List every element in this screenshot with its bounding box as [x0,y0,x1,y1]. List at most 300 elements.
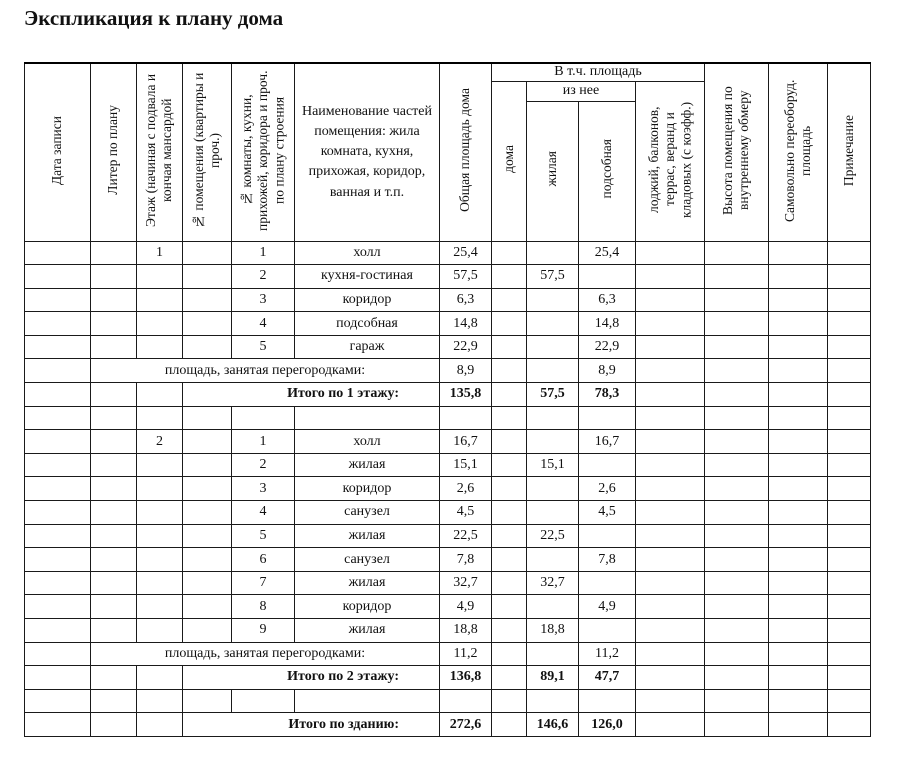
empty-cell [295,406,440,430]
cell-note [828,359,871,383]
empty-row [25,689,871,713]
cell-house [492,288,527,312]
cell-total-area: 2,6 [440,477,492,501]
cell-floor: 1 [137,241,183,265]
cell-height [705,359,769,383]
cell-unauthorized [769,288,828,312]
cell-floor [137,666,183,690]
total-label: Итого по 2 этажу: [183,666,440,690]
table-row [25,241,871,265]
cell-unauthorized [769,642,828,666]
cell-premise [183,430,232,454]
cell-total-area: 22,9 [440,335,492,359]
cell-living [527,548,579,572]
cell-date [25,241,91,265]
table-row [25,595,871,619]
cell-liter [91,288,137,312]
cell-height [705,265,769,289]
table-row [25,524,871,548]
cell-floor [137,335,183,359]
cell-unauthorized [769,477,828,501]
cell-auxiliary [579,453,636,477]
cell-loggia [636,312,705,336]
cell-height [705,430,769,454]
header-floor: Этаж (начиная с подвала и кончая мансардой [137,63,183,241]
cell-part-name: санузел [295,548,440,572]
cell-living: 18,8 [527,619,579,643]
empty-cell [440,689,492,713]
cell-floor [137,548,183,572]
cell-liter [91,571,137,595]
header-living: жилая [527,101,579,241]
cell-house [492,595,527,619]
cell-loggia [636,595,705,619]
cell-liter [91,265,137,289]
total-label: Итого по зданию: [183,713,440,737]
cell-liter [91,383,137,407]
header-auxiliary: подсобная [579,101,636,241]
cell-part-name: жилая [295,524,440,548]
table-row [25,571,871,595]
cell-total-area: 4,5 [440,501,492,525]
cell-date [25,312,91,336]
cell-date [25,430,91,454]
cell-room-number: 1 [232,241,295,265]
cell-date [25,713,91,737]
cell-auxiliary: 11,2 [579,642,636,666]
cell-unauthorized [769,241,828,265]
cell-floor [137,453,183,477]
header-height: Высота помещения по внутреннему обмеру [705,63,769,241]
cell-auxiliary: 6,3 [579,288,636,312]
cell-floor [137,477,183,501]
cell-unauthorized [769,524,828,548]
empty-cell [232,689,295,713]
cell-liter [91,312,137,336]
cell-room-number: 3 [232,477,295,501]
cell-date [25,335,91,359]
cell-total-area: 8,9 [440,359,492,383]
cell-unauthorized [769,619,828,643]
cell-total-area: 11,2 [440,642,492,666]
cell-note [828,571,871,595]
empty-cell [579,406,636,430]
cell-loggia [636,548,705,572]
cell-part-name: санузел [295,501,440,525]
cell-house [492,619,527,643]
cell-liter [91,666,137,690]
header-unauthorized-area: Самовольно переоборуд. площадь [769,63,828,241]
empty-cell [295,689,440,713]
cell-living [527,288,579,312]
table-row [25,453,871,477]
cell-height [705,241,769,265]
empty-cell [91,689,137,713]
cell-height [705,713,769,737]
empty-cell [828,689,871,713]
table-row [25,430,871,454]
cell-total-area: 7,8 [440,548,492,572]
cell-height [705,571,769,595]
cell-loggia [636,453,705,477]
cell-floor [137,383,183,407]
empty-cell [492,689,527,713]
cell-total-area: 4,9 [440,595,492,619]
table-row [25,548,871,572]
cell-date [25,571,91,595]
cell-loggia [636,288,705,312]
total-auxiliary-value: 78,3 [579,383,636,407]
empty-cell [440,406,492,430]
cell-liter [91,241,137,265]
cell-house [492,548,527,572]
cell-room-number: 5 [232,524,295,548]
table-row [25,312,871,336]
cell-note [828,595,871,619]
cell-liter [91,477,137,501]
cell-note [828,335,871,359]
partition-label: площадь, занятая перегородками: [91,359,440,383]
table-row [25,501,871,525]
cell-auxiliary: 4,9 [579,595,636,619]
cell-part-name: подсобная [295,312,440,336]
cell-height [705,619,769,643]
cell-living [527,241,579,265]
cell-unauthorized [769,359,828,383]
cell-part-name: кухня-гостиная [295,265,440,289]
cell-premise [183,501,232,525]
cell-house [492,265,527,289]
cell-note [828,666,871,690]
cell-liter [91,501,137,525]
cell-height [705,453,769,477]
header-date: Дата записи [25,63,91,241]
cell-note [828,265,871,289]
empty-cell [183,689,232,713]
cell-house [492,359,527,383]
empty-cell [232,406,295,430]
cell-liter [91,713,137,737]
cell-part-name: коридор [295,595,440,619]
cell-living: 15,1 [527,453,579,477]
cell-living [527,430,579,454]
cell-liter [91,619,137,643]
cell-living: 32,7 [527,571,579,595]
cell-room-number: 8 [232,595,295,619]
cell-note [828,619,871,643]
cell-height [705,642,769,666]
cell-date [25,288,91,312]
empty-cell [579,689,636,713]
cell-living [527,501,579,525]
cell-date [25,383,91,407]
cell-part-name: жилая [295,619,440,643]
cell-living: 57,5 [527,265,579,289]
cell-part-name: коридор [295,477,440,501]
cell-auxiliary: 14,8 [579,312,636,336]
header-liter: Литер по плану [91,63,137,241]
cell-auxiliary [579,571,636,595]
cell-date [25,501,91,525]
document-title: Экспликация к плану дома [24,6,284,30]
cell-note [828,430,871,454]
cell-loggia [636,501,705,525]
cell-total-area: 16,7 [440,430,492,454]
cell-unauthorized [769,548,828,572]
cell-date [25,619,91,643]
header-premise: № помещения (квартиры и проч.) [183,63,232,241]
floor2-total-row [25,666,871,690]
empty-cell [828,406,871,430]
cell-house [492,312,527,336]
cell-height [705,335,769,359]
cell-auxiliary: 2,6 [579,477,636,501]
cell-living [527,335,579,359]
cell-auxiliary: 22,9 [579,335,636,359]
cell-total-area: 22,5 [440,524,492,548]
empty-cell [183,406,232,430]
cell-unauthorized [769,383,828,407]
cell-floor: 2 [137,430,183,454]
cell-liter [91,548,137,572]
cell-loggia [636,619,705,643]
cell-note [828,524,871,548]
header-including-area: В т.ч. площадь [492,63,705,81]
cell-premise [183,335,232,359]
cell-note [828,713,871,737]
cell-floor [137,595,183,619]
cell-auxiliary: 16,7 [579,430,636,454]
header-of-it: из нее [527,81,636,101]
empty-cell [636,406,705,430]
empty-cell [137,406,183,430]
table-row [25,265,871,289]
cell-loggia [636,642,705,666]
cell-unauthorized [769,571,828,595]
cell-room-number: 3 [232,288,295,312]
cell-total-area: 25,4 [440,241,492,265]
cell-unauthorized [769,595,828,619]
building-total-row [25,713,871,737]
cell-part-name: коридор [295,288,440,312]
cell-room-number: 7 [232,571,295,595]
header-house: дома [492,81,527,241]
header-note: Примечание [828,63,871,241]
cell-note [828,477,871,501]
total-area-value: 135,8 [440,383,492,407]
header-room-number: № комнаты, кухни, прихожей, коридора и проч. по плану строения [232,63,295,241]
cell-loggia [636,666,705,690]
empty-cell [492,406,527,430]
cell-house [492,501,527,525]
cell-house [492,666,527,690]
cell-living [527,642,579,666]
cell-loggia [636,359,705,383]
cell-room-number: 4 [232,501,295,525]
cell-living [527,359,579,383]
cell-premise [183,548,232,572]
cell-auxiliary: 4,5 [579,501,636,525]
cell-height [705,477,769,501]
empty-cell [91,406,137,430]
empty-cell [527,689,579,713]
cell-living [527,595,579,619]
total-living-value: 89,1 [527,666,579,690]
cell-unauthorized [769,265,828,289]
cell-height [705,666,769,690]
cell-living [527,477,579,501]
table-row [25,335,871,359]
partition-row [25,642,871,666]
cell-note [828,241,871,265]
table-row [25,477,871,501]
cell-height [705,524,769,548]
cell-room-number: 6 [232,548,295,572]
cell-house [492,477,527,501]
cell-auxiliary [579,524,636,548]
cell-premise [183,571,232,595]
cell-unauthorized [769,312,828,336]
header-loggia: лоджий, балконов, террас, веранд и кладовых (с коэфф.) [636,81,705,241]
cell-premise [183,453,232,477]
cell-auxiliary: 25,4 [579,241,636,265]
cell-loggia [636,241,705,265]
partition-label: площадь, занятая перегородками: [91,642,440,666]
cell-date [25,453,91,477]
total-auxiliary-value: 47,7 [579,666,636,690]
cell-date [25,548,91,572]
cell-liter [91,524,137,548]
cell-date [25,666,91,690]
cell-liter [91,453,137,477]
cell-auxiliary: 8,9 [579,359,636,383]
cell-auxiliary: 7,8 [579,548,636,572]
total-label: Итого по 1 этажу: [183,383,440,407]
cell-part-name: жилая [295,453,440,477]
cell-floor [137,312,183,336]
cell-floor [137,619,183,643]
cell-total-area: 32,7 [440,571,492,595]
cell-room-number: 1 [232,430,295,454]
floor1-total-row [25,383,871,407]
cell-date [25,359,91,383]
empty-cell [25,406,91,430]
cell-unauthorized [769,501,828,525]
cell-loggia [636,335,705,359]
cell-note [828,548,871,572]
cell-premise [183,288,232,312]
cell-loggia [636,713,705,737]
cell-room-number: 2 [232,265,295,289]
cell-unauthorized [769,453,828,477]
cell-part-name: гараж [295,335,440,359]
cell-total-area: 18,8 [440,619,492,643]
header-total-area: Общая площадь дома [440,63,492,241]
total-auxiliary-value: 126,0 [579,713,636,737]
total-area-value: 272,6 [440,713,492,737]
cell-floor [137,288,183,312]
cell-total-area: 6,3 [440,288,492,312]
cell-premise [183,477,232,501]
cell-note [828,453,871,477]
cell-house [492,524,527,548]
cell-floor [137,501,183,525]
cell-total-area: 15,1 [440,453,492,477]
cell-loggia [636,477,705,501]
cell-date [25,524,91,548]
cell-unauthorized [769,430,828,454]
cell-house [492,383,527,407]
empty-cell [137,689,183,713]
total-area-value: 136,8 [440,666,492,690]
cell-note [828,288,871,312]
cell-total-area: 14,8 [440,312,492,336]
cell-note [828,642,871,666]
cell-premise [183,265,232,289]
cell-loggia [636,524,705,548]
cell-living: 22,5 [527,524,579,548]
cell-room-number: 4 [232,312,295,336]
cell-part-name: холл [295,430,440,454]
cell-unauthorized [769,335,828,359]
cell-house [492,335,527,359]
cell-unauthorized [769,713,828,737]
cell-house [492,453,527,477]
cell-note [828,501,871,525]
table-row [25,288,871,312]
cell-loggia [636,265,705,289]
cell-room-number: 5 [232,335,295,359]
cell-height [705,383,769,407]
cell-floor [137,265,183,289]
partition-row [25,359,871,383]
cell-premise [183,595,232,619]
cell-auxiliary [579,619,636,643]
cell-date [25,477,91,501]
cell-loggia [636,430,705,454]
cell-height [705,595,769,619]
cell-floor [137,713,183,737]
empty-cell [636,689,705,713]
cell-note [828,312,871,336]
cell-floor [137,524,183,548]
cell-height [705,501,769,525]
header-part-name: Наименование частей помещения: жила комната, кухня, прихожая, коридор, ванная и т.п. [295,63,440,241]
cell-liter [91,595,137,619]
cell-room-number: 9 [232,619,295,643]
cell-floor [137,571,183,595]
cell-height [705,288,769,312]
cell-house [492,642,527,666]
cell-premise [183,312,232,336]
total-living-value: 146,6 [527,713,579,737]
empty-cell [769,689,828,713]
table-row [25,619,871,643]
empty-cell [769,406,828,430]
explication-table [24,62,871,737]
cell-house [492,571,527,595]
cell-unauthorized [769,666,828,690]
cell-total-area: 57,5 [440,265,492,289]
cell-auxiliary [579,265,636,289]
empty-cell [25,689,91,713]
cell-date [25,595,91,619]
cell-note [828,383,871,407]
empty-cell [705,689,769,713]
cell-house [492,241,527,265]
cell-liter [91,335,137,359]
cell-premise [183,524,232,548]
